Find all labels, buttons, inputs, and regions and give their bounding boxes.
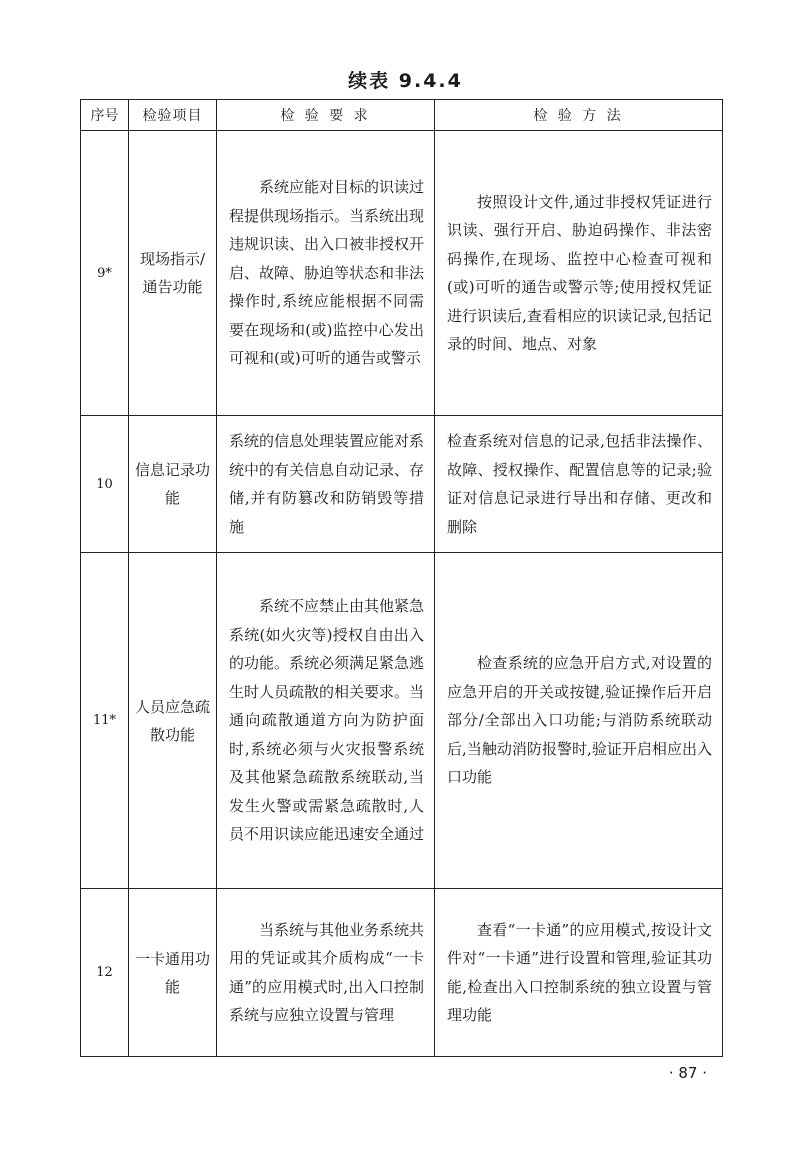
header-item: 检验项目: [129, 100, 217, 131]
row-requirement: 系统应能对目标的识读过程提供现场指示。当系统出现违规识读、出入口被非授权开启、故障、胁迫等状态和非法操作时,系统应能根据不同需要在现场和(或)监控中心发出可视和(或)可听的通告或警示: [217, 131, 435, 416]
header-method: 检 验 方 法: [435, 100, 723, 131]
table-row: [81, 889, 723, 1057]
row-number: 9*: [81, 131, 129, 416]
row-number: 10: [81, 416, 129, 553]
row-method: 按照设计文件,通过非授权凭证进行识读、强行开启、胁迫码操作、非法密码操作,在现场、监控中心检查可视和(或)可听的通告或警示等;使用授权凭证进行识读后,查看相应的识读记录,包括记录的时间、地点、对象: [435, 131, 723, 416]
table-row: [81, 416, 723, 553]
row-requirement: 当系统与其他业务系统共用的凭证或其介质构成“一卡通”的应用模式时,出入口控制系统与应独立设置与管理: [217, 889, 435, 1057]
row-number: 12: [81, 889, 129, 1057]
row-item: 一卡通用功能: [129, 889, 217, 1057]
row-method: 检查系统的应急开启方式,对设置的应急开启的开关或按键,验证操作后开启部分/全部出入口功能;与消防系统联动后,当触动消防报警时,验证开启相应出入口功能: [435, 553, 723, 889]
row-requirement: 系统不应禁止由其他紧急系统(如火灾等)授权自由出入的功能。系统必须满足紧急逃生时人员疏散的相关要求。当通向疏散通道方向为防护面时,系统必须与火灾报警系统及其他紧急疏散系统联动,当发生火警或需紧急疏散时,人员不用识读应能迅速安全通过: [217, 553, 435, 889]
header-requirement: 检 验 要 求: [217, 100, 435, 131]
table-row: [81, 131, 723, 416]
row-method: 检查系统对信息的记录,包括非法操作、故障、授权操作、配置信息等的记录;验证对信息记录进行导出和存储、更改和删除: [435, 416, 723, 553]
table-row: [81, 553, 723, 889]
page-title: 续表 9.4.4: [348, 70, 463, 92]
row-item: 人员应急疏散功能: [129, 553, 217, 889]
row-method: 查看“一卡通”的应用模式,按设计文件对“一卡通”进行设置和管理,验证其功能,检查出入口控制系统的独立设置与管理功能: [435, 889, 723, 1057]
header-no: 序号: [81, 100, 129, 131]
table-header-row: [81, 100, 723, 131]
row-number: 11*: [81, 553, 129, 889]
page-number: · 87 ·: [668, 1064, 707, 1082]
row-item: 现场指示/通告功能: [129, 131, 217, 416]
row-item: 信息记录功能: [129, 416, 217, 553]
row-requirement: 系统的信息处理装置应能对系统中的有关信息自动记录、存储,并有防篡改和防销毁等措施: [217, 416, 435, 553]
inspection-table: [80, 99, 723, 1057]
